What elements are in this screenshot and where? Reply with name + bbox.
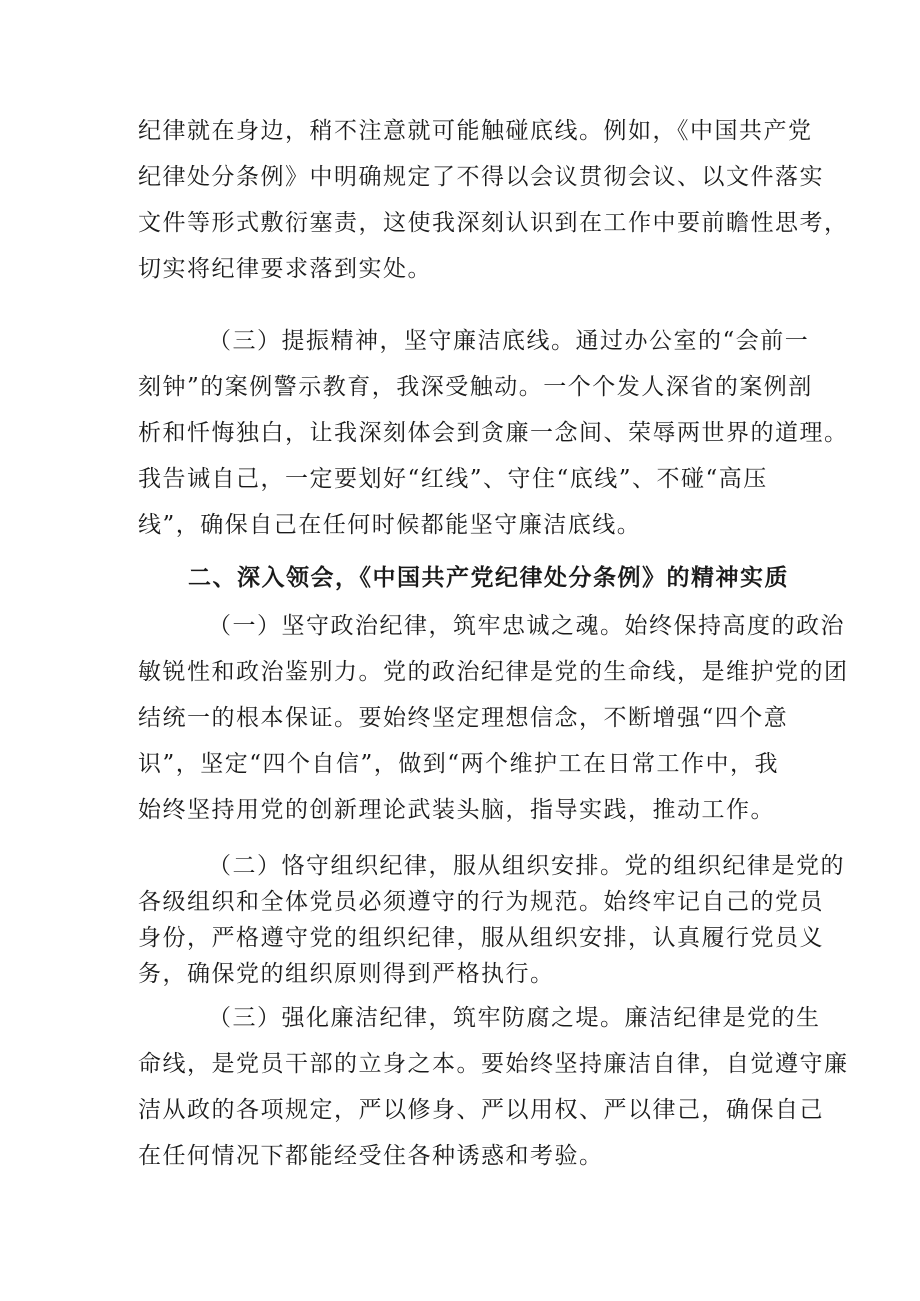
paragraph-line: 始终坚持用党的创新理论武装头脑，指导实践，推动工作。 (138, 797, 775, 823)
paragraph-line: （二）恪守组织纪律，服从组织安排。党的组织纪律是党的 (208, 853, 845, 879)
paragraph-discipline-nearby (138, 108, 849, 292)
paragraph-line: 切实将纪律要求落到实处。 (138, 256, 432, 282)
paragraph-line: 纪律处分条例》中明确规定了不得以会议贯彻会议、以文件落实 (138, 164, 824, 190)
paragraph-line: 身份，严格遵守党的组织纪律，服从组织安排，认真履行党员义 (138, 925, 824, 951)
paragraph-line: （三）强化廉洁纪律，筑牢防腐之堤。廉洁纪律是党的生 (208, 1005, 821, 1031)
paragraph-line: 命线，是党员干部的立身之本。要始终坚持廉洁自律，自觉遵守廉 (138, 1051, 849, 1077)
paragraph-line: （一）坚守政治纪律，筑牢忠诚之魂。始终保持高度的政治 (208, 613, 845, 639)
paragraph-political-discipline (138, 603, 849, 833)
paragraph-line: 敏锐性和政治鉴别力。党的政治纪律是党的生命线，是维护党的团 (138, 659, 849, 685)
section-heading-text: 二、深入领会，《中国共产党纪律处分条例》的精神实质 (188, 564, 789, 591)
paragraph-line: 各级组织和全体党员必须遵守的行为规范。始终牢记自己的党员 (138, 889, 824, 915)
paragraph-integrity-spirit (138, 318, 849, 548)
paragraph-organizational-discipline (138, 848, 845, 992)
paragraph-line: （三）提振精神，坚守廉洁底线。通过办公室的“会前一 (208, 328, 810, 354)
paragraph-integrity-discipline (138, 995, 849, 1179)
section-heading (138, 555, 798, 601)
paragraph-line: 在任何情况下都能经受住各种诱惑和考验。 (138, 1143, 604, 1169)
paragraph-line: 务，确保党的组织原则得到严格执行。 (138, 961, 555, 987)
paragraph-line: 结统一的根本保证。要始终坚定理想信念，不断增强“四个意 (138, 705, 789, 731)
paragraph-line: 析和忏悔独白，让我深刻体会到贪廉一念间、荣辱两世界的道理。 (138, 420, 849, 446)
paragraph-line: 识”，坚定“四个自信”，做到“两个维护工在日常工作中，我 (138, 751, 780, 777)
paragraph-line: 刻钟”的案例警示教育，我深受触动。一个个发人深省的案例剖 (138, 374, 813, 400)
paragraph-line: 洁从政的各项规定，严以修身、严以用权、严以律己，确保自己 (138, 1097, 824, 1123)
paragraph-line: 线”，确保自己在任何时候都能坚守廉洁底线。 (138, 512, 642, 538)
paragraph-line: 我告诫自己，一定要划好“红线”、守住“底线”、不碰“高压 (138, 466, 768, 492)
paragraph-line: 文件等形式敷衍塞责，这使我深刻认识到在工作中要前瞻性思考， (138, 210, 849, 236)
paragraph-line: 纪律就在身边，稍不注意就可能触碰底线。例如，《中国共产党 (138, 118, 813, 144)
